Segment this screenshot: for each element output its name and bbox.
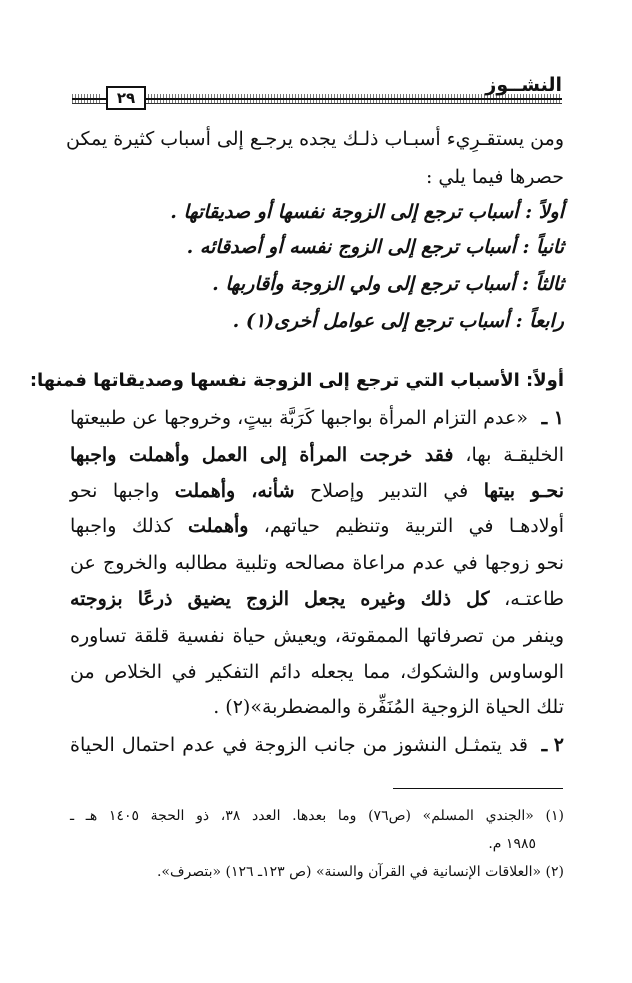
intro-line-2: حصرها فيما يلي :: [425, 166, 564, 188]
paragraph-1-line-1: «عدم التزام المرأة بواجبها كَرَبَّة بيتٍ، وخروجها عن طبيعتها: [70, 407, 528, 429]
text-run: في التدبير وإصلاح: [309, 480, 469, 502]
intro-line-1: ومن يستقـرِيء أسبـاب ذلـك يجده يرجـع إلى أسباب كثيرة يمكن: [66, 128, 564, 150]
footnote-2: (٢) «العلاقات الإنسانية في القرآن والسنة» (ص ١٢٣ـ ١٢٦) «بتصرف».: [156, 864, 564, 880]
paragraph-number-1: ١ ـ: [541, 407, 564, 429]
text-run-bold: نحـو بيتها: [483, 480, 564, 502]
text-run: كذلك واجبها: [70, 515, 173, 537]
text-run-bold: فقد خرجت المرأة إلى العمل وأهملت واجبها: [70, 444, 454, 466]
text-run: الخليقـة بها،: [465, 444, 565, 466]
paragraph-1-line-5: نحو زوجها في عدم مراعاة مصالحه وتلبية مطالبه والخروج عن: [70, 552, 564, 574]
section-heading: أولاً: الأسباب التي ترجع إلى الزوجة نفسها وصديقاتها فمنها:: [29, 370, 564, 391]
paragraph-number-2: ٢ ـ: [541, 734, 564, 756]
text-run-bold: وأهملت: [188, 515, 249, 537]
paragraph-1-line-8: الوساوس والشكوك، مما يجعله دائم التفكير في الخلاص من: [70, 661, 564, 683]
text-run-bold: شأنه، وأهملت: [174, 480, 295, 502]
cause-item-1: أولاً : أسباب ترجع إلى الزوجة نفسها أو صديقاتها .: [170, 201, 564, 223]
footnote-divider: [393, 788, 563, 789]
footnote-1-line-2: ١٩٨٥ م.: [488, 836, 536, 852]
text-run: واجبها نحو: [70, 480, 160, 502]
cause-item-3: ثالثاً : أسباب ترجع إلى ولي الزوجة وأقاربها .: [212, 273, 564, 295]
page-header: [72, 70, 562, 110]
text-run-bold: كل ذلك وغيره يجعل الزوج يضيق ذرعًا بزوجته: [70, 588, 490, 610]
cause-item-2: ثانياً : أسباب ترجع إلى الزوج نفسه أو أصدقائه .: [186, 236, 564, 258]
text-run: طاعتـه،: [504, 588, 564, 610]
paragraph-1-line-2: [70, 440, 564, 470]
paragraph-1-line-9: تلك الحياة الزوجية المُنَفِّرة والمضطربة»(٢) .: [213, 696, 564, 718]
footnote-1-line-1: (١) «الجندي المسلم» (ص٧٦) وما بعدها. العدد ٣٨، ذو الحجة ١٤٠٥ هـ ـ: [70, 808, 564, 824]
cause-item-4: رابعاً : أسباب ترجع إلى عوامل أخرى(١) .: [232, 310, 564, 332]
paragraph-1-line-3: [70, 476, 564, 506]
paragraph-1-line-6: [70, 584, 564, 614]
paragraph-2-line-1: قد يتمثـل النشوز من جانب الزوجة في عدم احتمال الحياة: [70, 734, 528, 756]
paragraph-1-line-4: [70, 511, 564, 541]
page-number: ٢٩: [106, 86, 146, 110]
running-title: النشــوز: [485, 74, 562, 96]
paragraph-1-line-7: وينفر من تصرفاتها الممقوتة، ويعيش حياة نفسية قلقة تساوره: [70, 625, 564, 647]
text-run: أولادهـا في التربية وتنظيم حياتهم،: [263, 515, 564, 537]
